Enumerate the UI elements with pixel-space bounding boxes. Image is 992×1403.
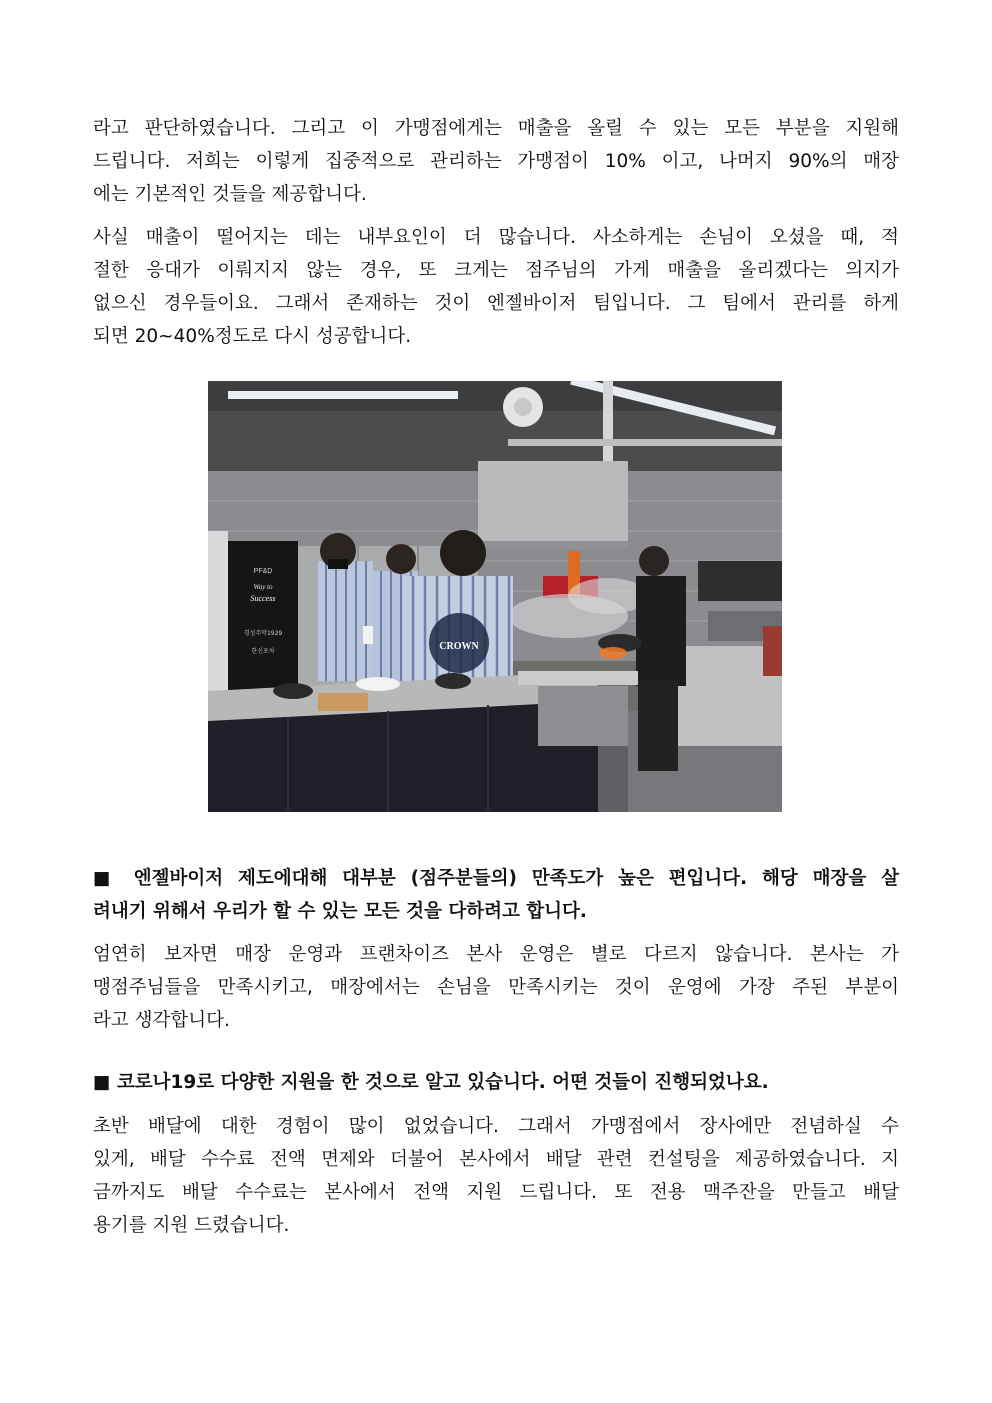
kitchen-photo bbox=[208, 381, 782, 812]
kitchen-photo-illustration bbox=[208, 381, 782, 812]
text-line: 에는 기본적인 것들을 제공합니다. bbox=[93, 184, 367, 205]
section-answer-angelvisor bbox=[93, 938, 899, 1037]
section-question-angelvisor bbox=[93, 862, 899, 928]
section-question-covid bbox=[93, 1066, 899, 1099]
sign-brand-top: PF&D bbox=[253, 568, 273, 575]
text-line: 초반 배달에 대한 경험이 많이 없었습니다. 그래서 가맹점에서 장사에만 전념하실 수 bbox=[93, 1116, 899, 1137]
text-line: 라고 판단하였습니다. 그리고 이 가맹점에게는 매출을 올릴 수 있는 모든 부분을 지원해 bbox=[93, 118, 899, 139]
shirt-logo: CROWN bbox=[439, 641, 479, 652]
sign-brand-bot: 한신포차 bbox=[251, 648, 275, 655]
text-line: 드립니다. 저희는 이렇게 집중적으로 관리하는 가맹점이 10% 이고, 나머지 90%의 매장 bbox=[93, 151, 899, 172]
text-line: 사실 매출이 떨어지는 데는 내부요인이 더 많습니다. 사소하게는 손님이 오셨을 때, 적 bbox=[93, 227, 899, 248]
paragraph-intro-continuation bbox=[93, 112, 899, 211]
text-line: 절한 응대가 이뤄지지 않는 경우, 또 크게는 점주님의 가게 매출을 올리겠다는 의지가 bbox=[93, 260, 899, 281]
text-line: 용기를 지원 드렸습니다. bbox=[93, 1215, 290, 1236]
text-line: 엄연히 보자면 매장 운영과 프랜차이즈 본사 운영은 별로 다르지 않습니다. 본사는 가 bbox=[93, 944, 899, 965]
sign-line1: Way to bbox=[253, 583, 273, 591]
text-line: ■ 엔젤바이저 제도에대해 대부분 (점주분들의) 만족도가 높은 편입니다. 해당 매장을 살 bbox=[93, 868, 899, 889]
paragraph-internal-factors bbox=[93, 221, 899, 353]
text-line: 되면 20~40%정도로 다시 성공합니다. bbox=[93, 326, 412, 347]
sign-brand-mid: 경성주막1929 bbox=[243, 630, 283, 637]
text-line: 있게, 배달 수수료 전액 면제와 더불어 본사에서 배달 관련 컨설팅을 제공하였습니다. 지 bbox=[93, 1149, 899, 1170]
text-line: 없으신 경우들이요. 그래서 존재하는 것이 엔젤바이저 팀입니다. 그 팀에서 관리를 하게 bbox=[93, 293, 899, 314]
sign-line2: Success bbox=[250, 594, 276, 603]
text-line: ■ 코로나19로 다양한 지원을 한 것으로 알고 있습니다. 어떤 것들이 진행되었나요. bbox=[93, 1072, 769, 1093]
section-answer-covid bbox=[93, 1110, 899, 1242]
text-line: 려내기 위해서 우리가 할 수 있는 모든 것을 다하려고 합니다. bbox=[93, 901, 587, 922]
text-line: 금까지도 배달 수수료는 본사에서 전액 지원 드립니다. 또 전용 맥주잔을 만들고 배달 bbox=[93, 1182, 899, 1203]
text-line: 라고 생각합니다. bbox=[93, 1010, 230, 1031]
text-line: 맹점주님들을 만족시키고, 매장에서는 손님을 만족시키는 것이 운영에 가장 주된 부분이 bbox=[93, 977, 899, 998]
